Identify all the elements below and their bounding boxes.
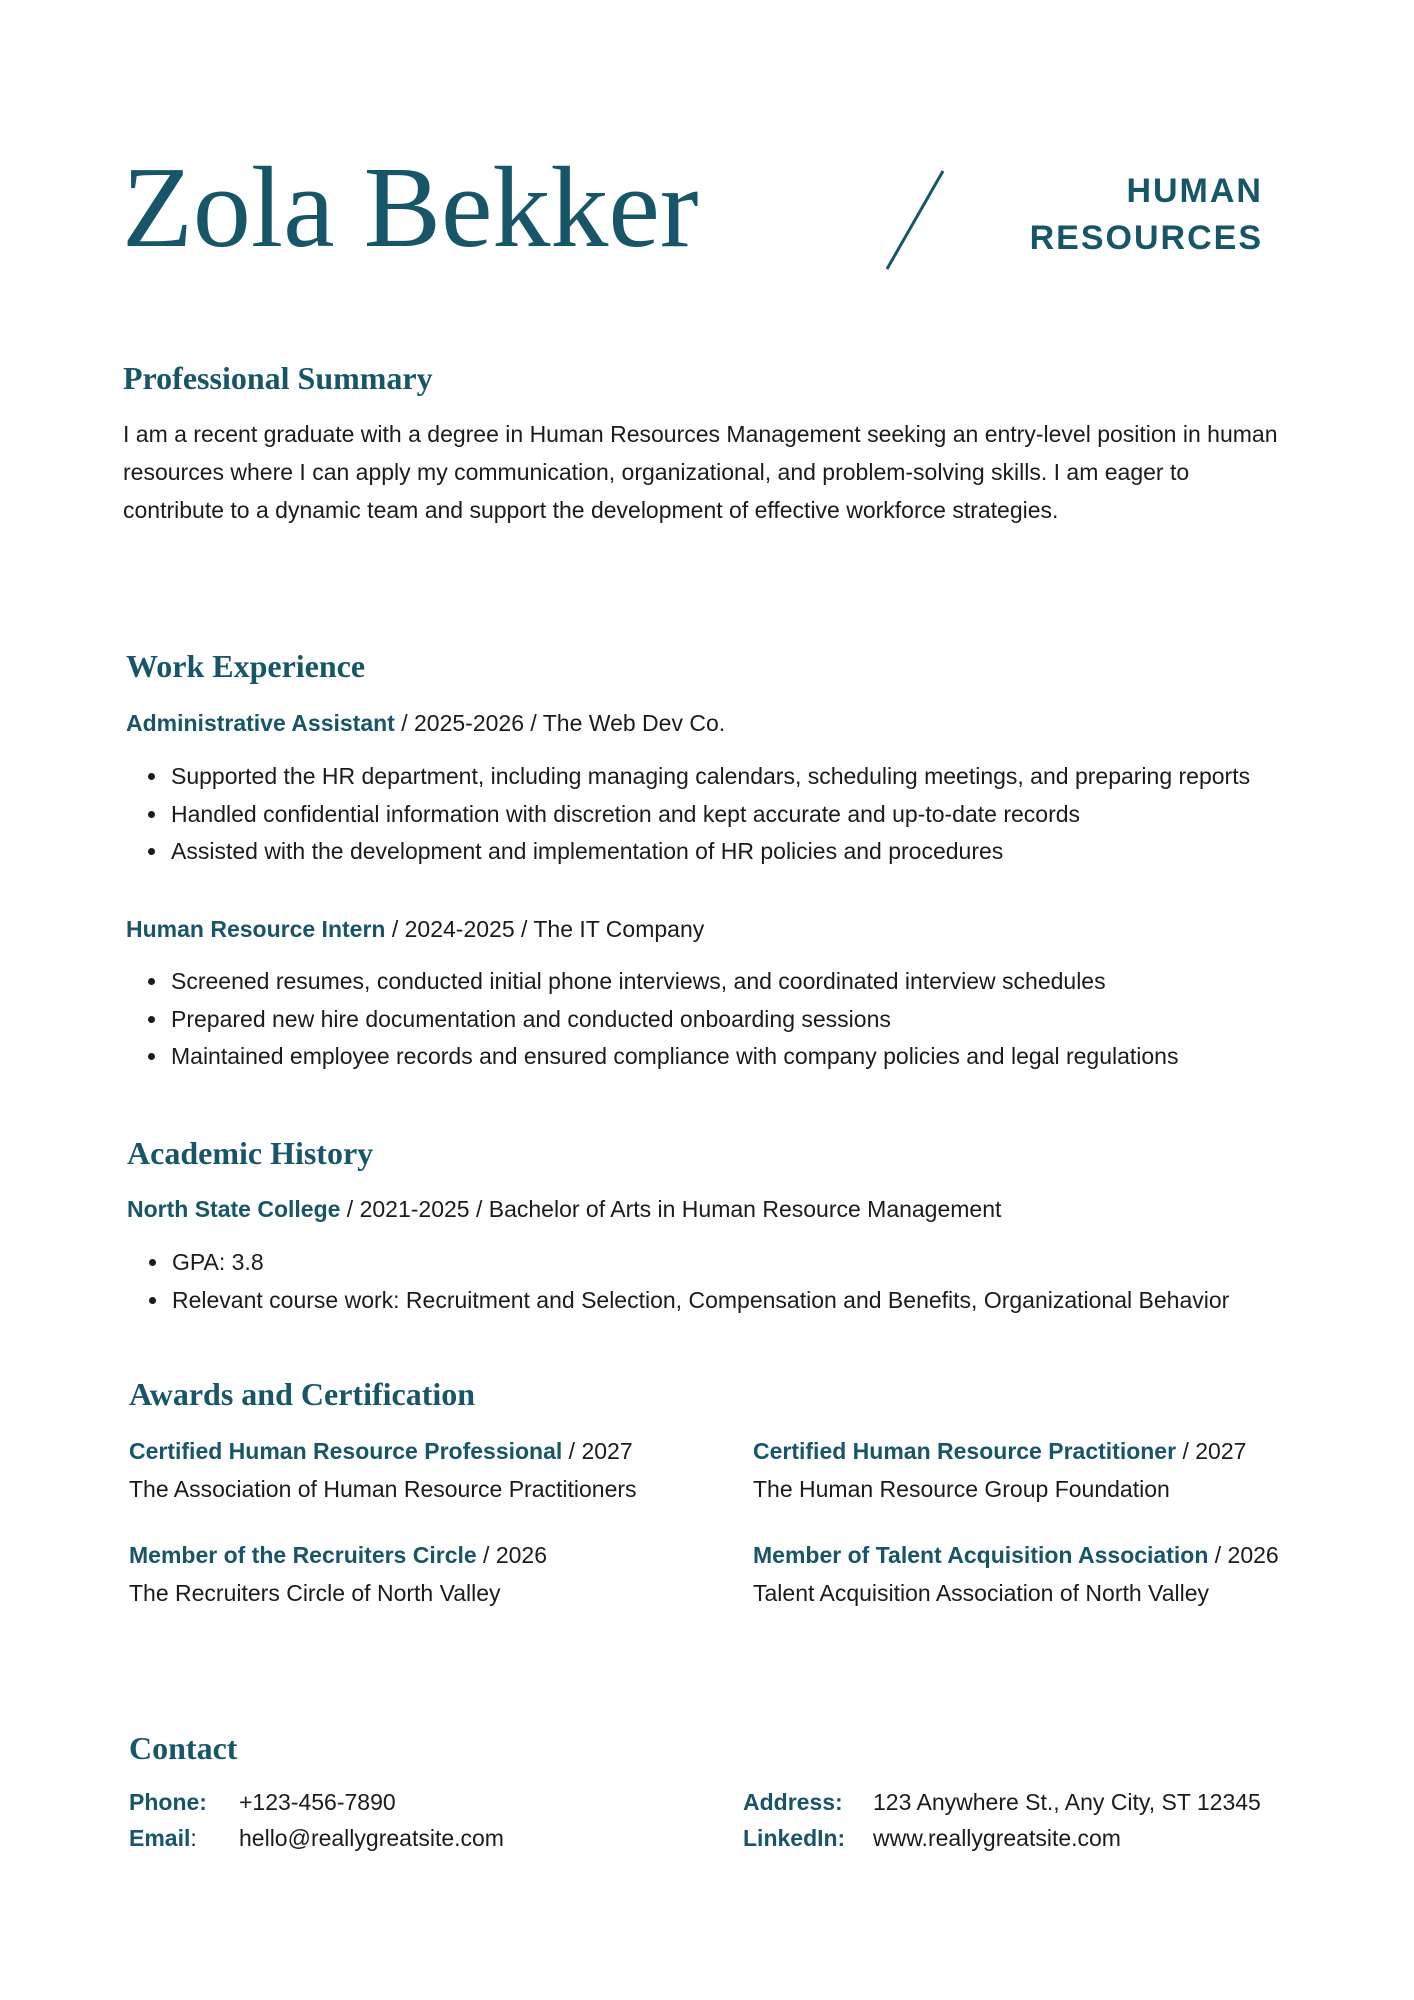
email-row bbox=[129, 1820, 504, 1856]
award-year: / 2027 bbox=[1176, 1438, 1247, 1464]
summary-heading: Professional Summary bbox=[123, 360, 433, 396]
school-name: North State College bbox=[127, 1196, 341, 1222]
linkedin-label: LinkedIn: bbox=[743, 1825, 846, 1851]
job-bullets bbox=[126, 758, 1250, 871]
list-item: • Supported the HR department, including managing calendars, scheduling meetings, and preparing reports bbox=[169, 758, 1250, 796]
award-org: Talent Acquisition Association of North Valley bbox=[753, 1580, 1209, 1606]
job-bullets bbox=[126, 963, 1178, 1076]
award-item bbox=[129, 1432, 637, 1508]
contact-right bbox=[743, 1784, 1261, 1856]
list-item: • Prepared new hire documentation and conducted onboarding sessions bbox=[169, 1001, 1178, 1039]
award-item bbox=[129, 1536, 547, 1612]
contact-heading: Contact bbox=[129, 1730, 238, 1766]
job-role bbox=[1030, 168, 1263, 262]
address-value: 123 Anywhere St., Any City, ST 12345 bbox=[873, 1789, 1261, 1815]
award-item bbox=[753, 1536, 1279, 1612]
contact-left bbox=[129, 1784, 504, 1856]
email-label-colon: : bbox=[190, 1825, 197, 1851]
list-item: • Relevant course work: Recruitment and Selection, Compensation and Benefits, Organizational Behavior bbox=[170, 1282, 1229, 1320]
awards-heading: Awards and Certification bbox=[129, 1376, 476, 1412]
award-year: / 2026 bbox=[1208, 1542, 1279, 1568]
job-title: Human Resource Intern bbox=[126, 916, 386, 942]
list-item: • Screened resumes, conducted initial phone interviews, and coordinated interview schedules bbox=[169, 963, 1178, 1001]
job-title: Administrative Assistant bbox=[126, 710, 395, 736]
degree-details: / 2021-2025 / Bachelor of Arts in Human Resource Management bbox=[340, 1196, 1002, 1222]
job-details: / 2024-2025 / The IT Company bbox=[385, 916, 705, 942]
academic-heading: Academic History bbox=[127, 1135, 374, 1171]
address-label: Address: bbox=[743, 1789, 843, 1815]
linkedin-row bbox=[743, 1820, 1261, 1856]
phone-value[interactable]: +123-456-7890 bbox=[239, 1789, 396, 1815]
linkedin-value[interactable]: www.reallygreatsite.com bbox=[873, 1825, 1121, 1851]
phone-row bbox=[129, 1784, 504, 1820]
email-label: Email bbox=[129, 1825, 191, 1851]
award-year: / 2027 bbox=[562, 1438, 633, 1464]
job-role-line1: HUMAN bbox=[1126, 172, 1263, 210]
list-item: • GPA: 3.8 bbox=[170, 1244, 1229, 1282]
candidate-name: Zola Bekker bbox=[122, 144, 699, 272]
list-item: • Maintained employee records and ensured compliance with company policies and legal regulations bbox=[169, 1038, 1178, 1076]
award-org: The Association of Human Resource Practitioners bbox=[129, 1476, 637, 1502]
email-value[interactable]: hello@reallygreatsite.com bbox=[239, 1825, 504, 1851]
list-item: • Assisted with the development and implementation of HR policies and procedures bbox=[169, 833, 1250, 871]
award-item bbox=[753, 1432, 1246, 1508]
address-row bbox=[743, 1784, 1261, 1820]
slash-divider bbox=[885, 170, 945, 270]
award-title: Member of Talent Acquisition Association bbox=[753, 1542, 1209, 1568]
phone-label: Phone: bbox=[129, 1789, 207, 1815]
award-org: The Recruiters Circle of North Valley bbox=[129, 1580, 501, 1606]
award-org: The Human Resource Group Foundation bbox=[753, 1476, 1170, 1502]
job-role-line2: RESOURCES bbox=[1029, 219, 1263, 257]
job-line bbox=[126, 914, 704, 944]
award-title: Certified Human Resource Professional bbox=[129, 1438, 563, 1464]
academic-bullets bbox=[127, 1244, 1229, 1319]
summary-text: I am a recent graduate with a degree in Human Resources Management seeking an entry-level position in human resources where I can apply my communication, organizational, and problem-solving skills. I am eager to contribute to a dynamic team and support the development of effective workforce strategies. bbox=[123, 421, 1278, 523]
academic-line bbox=[127, 1194, 1001, 1224]
job-line bbox=[126, 708, 725, 738]
award-title: Certified Human Resource Practitioner bbox=[753, 1438, 1177, 1464]
job-details: / 2025-2026 / The Web Dev Co. bbox=[394, 710, 726, 736]
list-item: • Handled confidential information with discretion and kept accurate and up-to-date records bbox=[169, 796, 1250, 834]
award-title: Member of the Recruiters Circle bbox=[129, 1542, 477, 1568]
award-year: / 2026 bbox=[476, 1542, 548, 1568]
work-heading: Work Experience bbox=[126, 648, 366, 684]
